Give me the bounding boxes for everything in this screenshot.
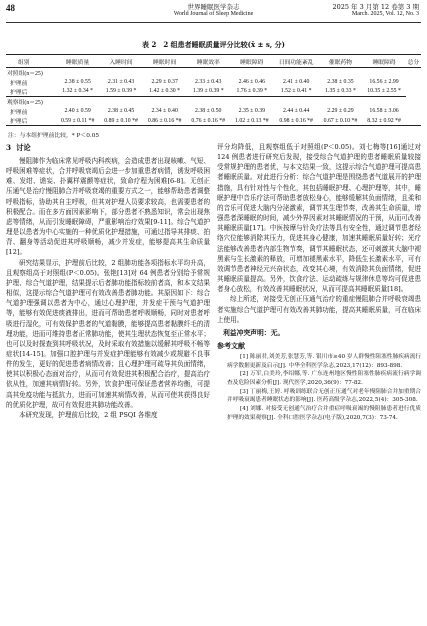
journal-name-en: World Journal of Sleep Medicine (173, 11, 254, 17)
table-cell: 2.38 ± 0.55 (64, 79, 91, 86)
table-cell: 8.32 ± 0.92 *# (367, 117, 401, 124)
table-cell: 1.35 ± 0.33 * (319, 87, 363, 97)
body-paragraph: 评分均降低，且观察组低于对照组(P＜0.05)。刘七梅等[16]通过对 124 例患者进行研究后发现，接受综合气道护理的患者睡眠质量较接受常规护理的患者优，与本文结果一致，这提示综合气道护理可提高患者睡眠质量。对此进行分析：综合气道护理是围绕患者气道展开的护理措施，具有针对性与个性化，其包括睡眠护理、心理护理等，其中，睡眠护理中音乐疗法可帮助患者放松身心，能够缓解其负面情绪，且柔和的音乐可促进大脑内分泌激素，调节其生理节奏，改善其生命质量，增强患者深睡眠的时间，减少外界因素对其睡眠情况的干预，从而可改善其睡眠质量[17]。中医按摩与针灸疗法等具有安全性，通过调节患者经络穴位能够消除其压力，促进其身心健康，加速其睡眠质量好转；光疗法能够改善患者内部生物节奏，调节其睡眠状态，还可刺激其大脑中褪黑素与生长激素的释放，可增加褪黑素水平，降低生长激素水平，可有效调节患者神经元兴奋状态，改变其心境，有效消除其负面情绪，促进其睡眠质量提高。另外，饮食疗法、运动疏练与规律休息等均可促进患者身心放松，有效改善其睡眠状况，从而可提高其睡眠质量[18]。 (217, 143, 421, 294)
table-cell: 1.76 ± 0.39 * (230, 87, 274, 97)
table-cell: 1.02 ± 0.13 *# (235, 117, 269, 124)
table-cell: 0.98 ± 0.16 *# (279, 117, 313, 124)
table-cell: 0.67 ± 0.10 *# (323, 117, 358, 124)
table-cell: 1.52 ± 0.41 * (274, 87, 319, 97)
column-header: 总分 (406, 55, 421, 68)
column-header: 组别 (6, 55, 56, 68)
table-caption: 表 2 2 组患者睡眠质量评分比较(x̄ ± s, 分) (142, 40, 285, 49)
table-row (6, 77, 421, 86)
table-cell: 2.38 ± 0.50 (195, 108, 222, 115)
table-cell: 2.46 ± 0.46 (238, 79, 265, 86)
table-row (6, 107, 421, 116)
reference-item: [4] 刘娜. 对接受无创通气治疗合并重症呼吸衰竭的慢阻肺患者进行优质护理的效果观察[J]. 全科口腔医学杂志(电子版),2020,7(3)：73-74. (227, 406, 421, 421)
column-header: 日间功能紊乱 (274, 55, 319, 68)
table-cell: 0.86 ± 0.16 *# (147, 117, 182, 124)
table-cell: 2.44 ± 0.44 (282, 108, 310, 115)
section-number: 3 (6, 143, 12, 152)
table-cell: 2.33 ± 0.43 (195, 79, 222, 86)
table-cell: 2.29 ± 0.29 (327, 108, 354, 115)
column-header: 睡眠质量 (56, 55, 99, 68)
section-title: 讨论 (16, 143, 31, 152)
issue-info-cn: 2025 年 3 月第 12 卷第 3 期 (332, 3, 419, 11)
table-cell: 0.89 ± 0.10 *# (104, 117, 138, 124)
reference-item: [3] 丁丽梅,王婷. 呼吸训练联合无创正压通气对老年慢阻肺合并加重期合并呼吸衰竭患者睡眠状态的影响[J]. 医药高级学杂志,2022,5(4)：305-308. (227, 388, 421, 404)
sleep-quality-table (6, 54, 421, 126)
page-header (0, 0, 427, 26)
table-header-row (6, 55, 421, 68)
table-cell: 2.38 ± 0.35 (327, 79, 354, 86)
body-paragraph: 慢阻肺作为临床常见呼吸内科疾病，会造成患者出现咳嗽、气短、呼吸困难等症状，合并呼吸衰竭后会进一步加重患者病情，诱发呼吸困难、发绀、谵妄、扑翼样震颤等症状，致命疗程为困难[6-8]。无创正压通气是治疗慢阻肺合并呼吸衰竭的重要方式之一，能够帮助患者调整呼吸指标，协助其自主呼吸，但其对护理人员要求较高，也需要患者的积极配合。而在多方面因素影响下，部分患者不熟悉知识，常会出现焦虑等情绪，从而引发睡眠障碍，严重影响治疗效果[9-11]。综合气道护理是以患者为中心实施的一种优质化护理措施，可通过指导其排痰、拍背、翻身等活动促进其呼吸顺畅，减少并发症，能够提高其生命质量[12]。 (6, 157, 210, 257)
body-paragraph: 研究结果显示，护理前后比较，2 组肺功能各项指标水平均升高，且观察组高于对照组(P＜0.05)。张艳[13]对 64 例患者分别给予常规护理、综合气道护理，结果提示后者肺功能指标较前者高，和本文结果相似，这提示综合气道护理可有效改善患者肺功能。其原因如下：综合气道护理强调以患者为中心，通过心理护理，并发症干预与气道护理等，能够有效促进痰液排出，进而可帮助患者呼吸顺畅，同时对患者呼吸进行湿化，可有效保护患者的气道黏膜，能够提高患者黏膜纤毛的清理功能，进而可维持患者正常肺功能，使其生理状态恢复至正常水平；也可以及时探查到其呼吸状况，及时采取有效措施以缓解其呼吸不畅等症状[14-15]。加强口腔护理与并发症护理能够有效减少或规避不良事件的发生，更好的促进患者病情改善；且心理护理可疏导其负面情绪，使其以积极心态面对治疗，从而可有效促进其积极配合治疗，提高治疗依从性，加速其病情好转。另外，饮食护理可保证患者营养均衡，可提高其免疫功能与抵抗力，进而可加速其病情改善，从而可使其获得良好的优质化护理，故可有效促进其肺功能改善。 (6, 258, 210, 409)
group-label-observation: 观察组(n＝25) (7, 100, 43, 107)
table-cell: 16.58 ± 3.06 (369, 108, 399, 115)
table-cell: 1.42 ± 0.30 * (143, 87, 187, 97)
reference-item: [2] 万军,白美玲,李绍娜,等. 广东连州地区慢性阻塞性肺疾病流行病学调查及危险因素分析[J]. 现代医学,2020,36(9)：77-82. (227, 371, 421, 386)
table-cell: 1.59 ± 0.39 * (99, 87, 143, 97)
table-cell: 2.34 ± 0.40 (151, 108, 178, 115)
table-cell: 2.29 ± 0.37 (151, 79, 178, 86)
row-label: 护理后 (10, 119, 28, 126)
row-label: 护理前 (10, 109, 28, 116)
column-header: 睡眠效率 (186, 55, 230, 68)
journal-name-cn: 世界睡眠医学杂志 (187, 3, 240, 11)
group-row (6, 97, 421, 107)
page-number: 48 (6, 3, 15, 13)
table-row (6, 116, 421, 126)
column-header: 睡眠时间 (143, 55, 187, 68)
section-heading (6, 143, 210, 153)
column-header: 入睡时间 (99, 55, 143, 68)
body-paragraph: 本研究发现，护理前后比较，2 组 PSQI 各维度 (19, 410, 158, 419)
conflict-statement: 利益冲突声明：无。 (223, 328, 285, 337)
left-column (6, 142, 210, 420)
table-cell: 16.56 ± 2.99 (369, 79, 399, 86)
row-label: 护理前 (10, 80, 28, 87)
table-note: 注：与本组护理前比较，* P＜0.05 (8, 133, 100, 139)
table-cell: 2.35 ± 0.39 (238, 108, 265, 115)
table-cell: 2.38 ± 0.45 (107, 108, 135, 115)
reference-item: [1] 陈丽君,刘美芳,张慧芳,等. 银川市≥40 岁人群慢性阻塞性肺疾病流行病学数据更新及启示[J]. 中华全科医学杂志,2023,17(12)：893-898. (227, 353, 421, 369)
group-label-control: 对照组(n＝25) (7, 71, 43, 78)
body-paragraph: 综上所述，对接受无创正压通气治疗的重症慢阻肺合并呼吸衰竭患者实施综合气道护理可有效改善其肺功能，提高其睡眠质量，可在临床上使用。 (217, 295, 421, 324)
table-cell: 1.39 ± 0.39 * (186, 87, 230, 97)
table-cell: 0.59 ± 0.11 *# (60, 117, 95, 124)
header-divider (6, 22, 421, 23)
table-cell: 0.76 ± 0.16 *# (191, 117, 226, 124)
column-header: 睡眠障碍 (230, 55, 274, 68)
right-column (217, 142, 421, 422)
table-cell: 2.31 ± 0.43 (107, 79, 135, 86)
column-header: 催眠药物 (319, 55, 363, 68)
table-cell: 2.41 ± 0.40 (282, 79, 310, 86)
column-header: 睡眠障碍 (362, 55, 406, 68)
table-cell: 2.40 ± 0.59 (64, 108, 91, 115)
row-label: 护理后 (6, 87, 56, 97)
table-row (6, 87, 421, 97)
issue-info-en: March. 2025, Vol. 12, No. 3 (351, 11, 419, 17)
group-row (6, 68, 421, 78)
references-heading: 参考文献 (217, 340, 245, 350)
table-cell: 1.32 ± 0.34 * (56, 87, 99, 97)
table-cell: 10.35 ± 2.55 * (362, 87, 406, 97)
